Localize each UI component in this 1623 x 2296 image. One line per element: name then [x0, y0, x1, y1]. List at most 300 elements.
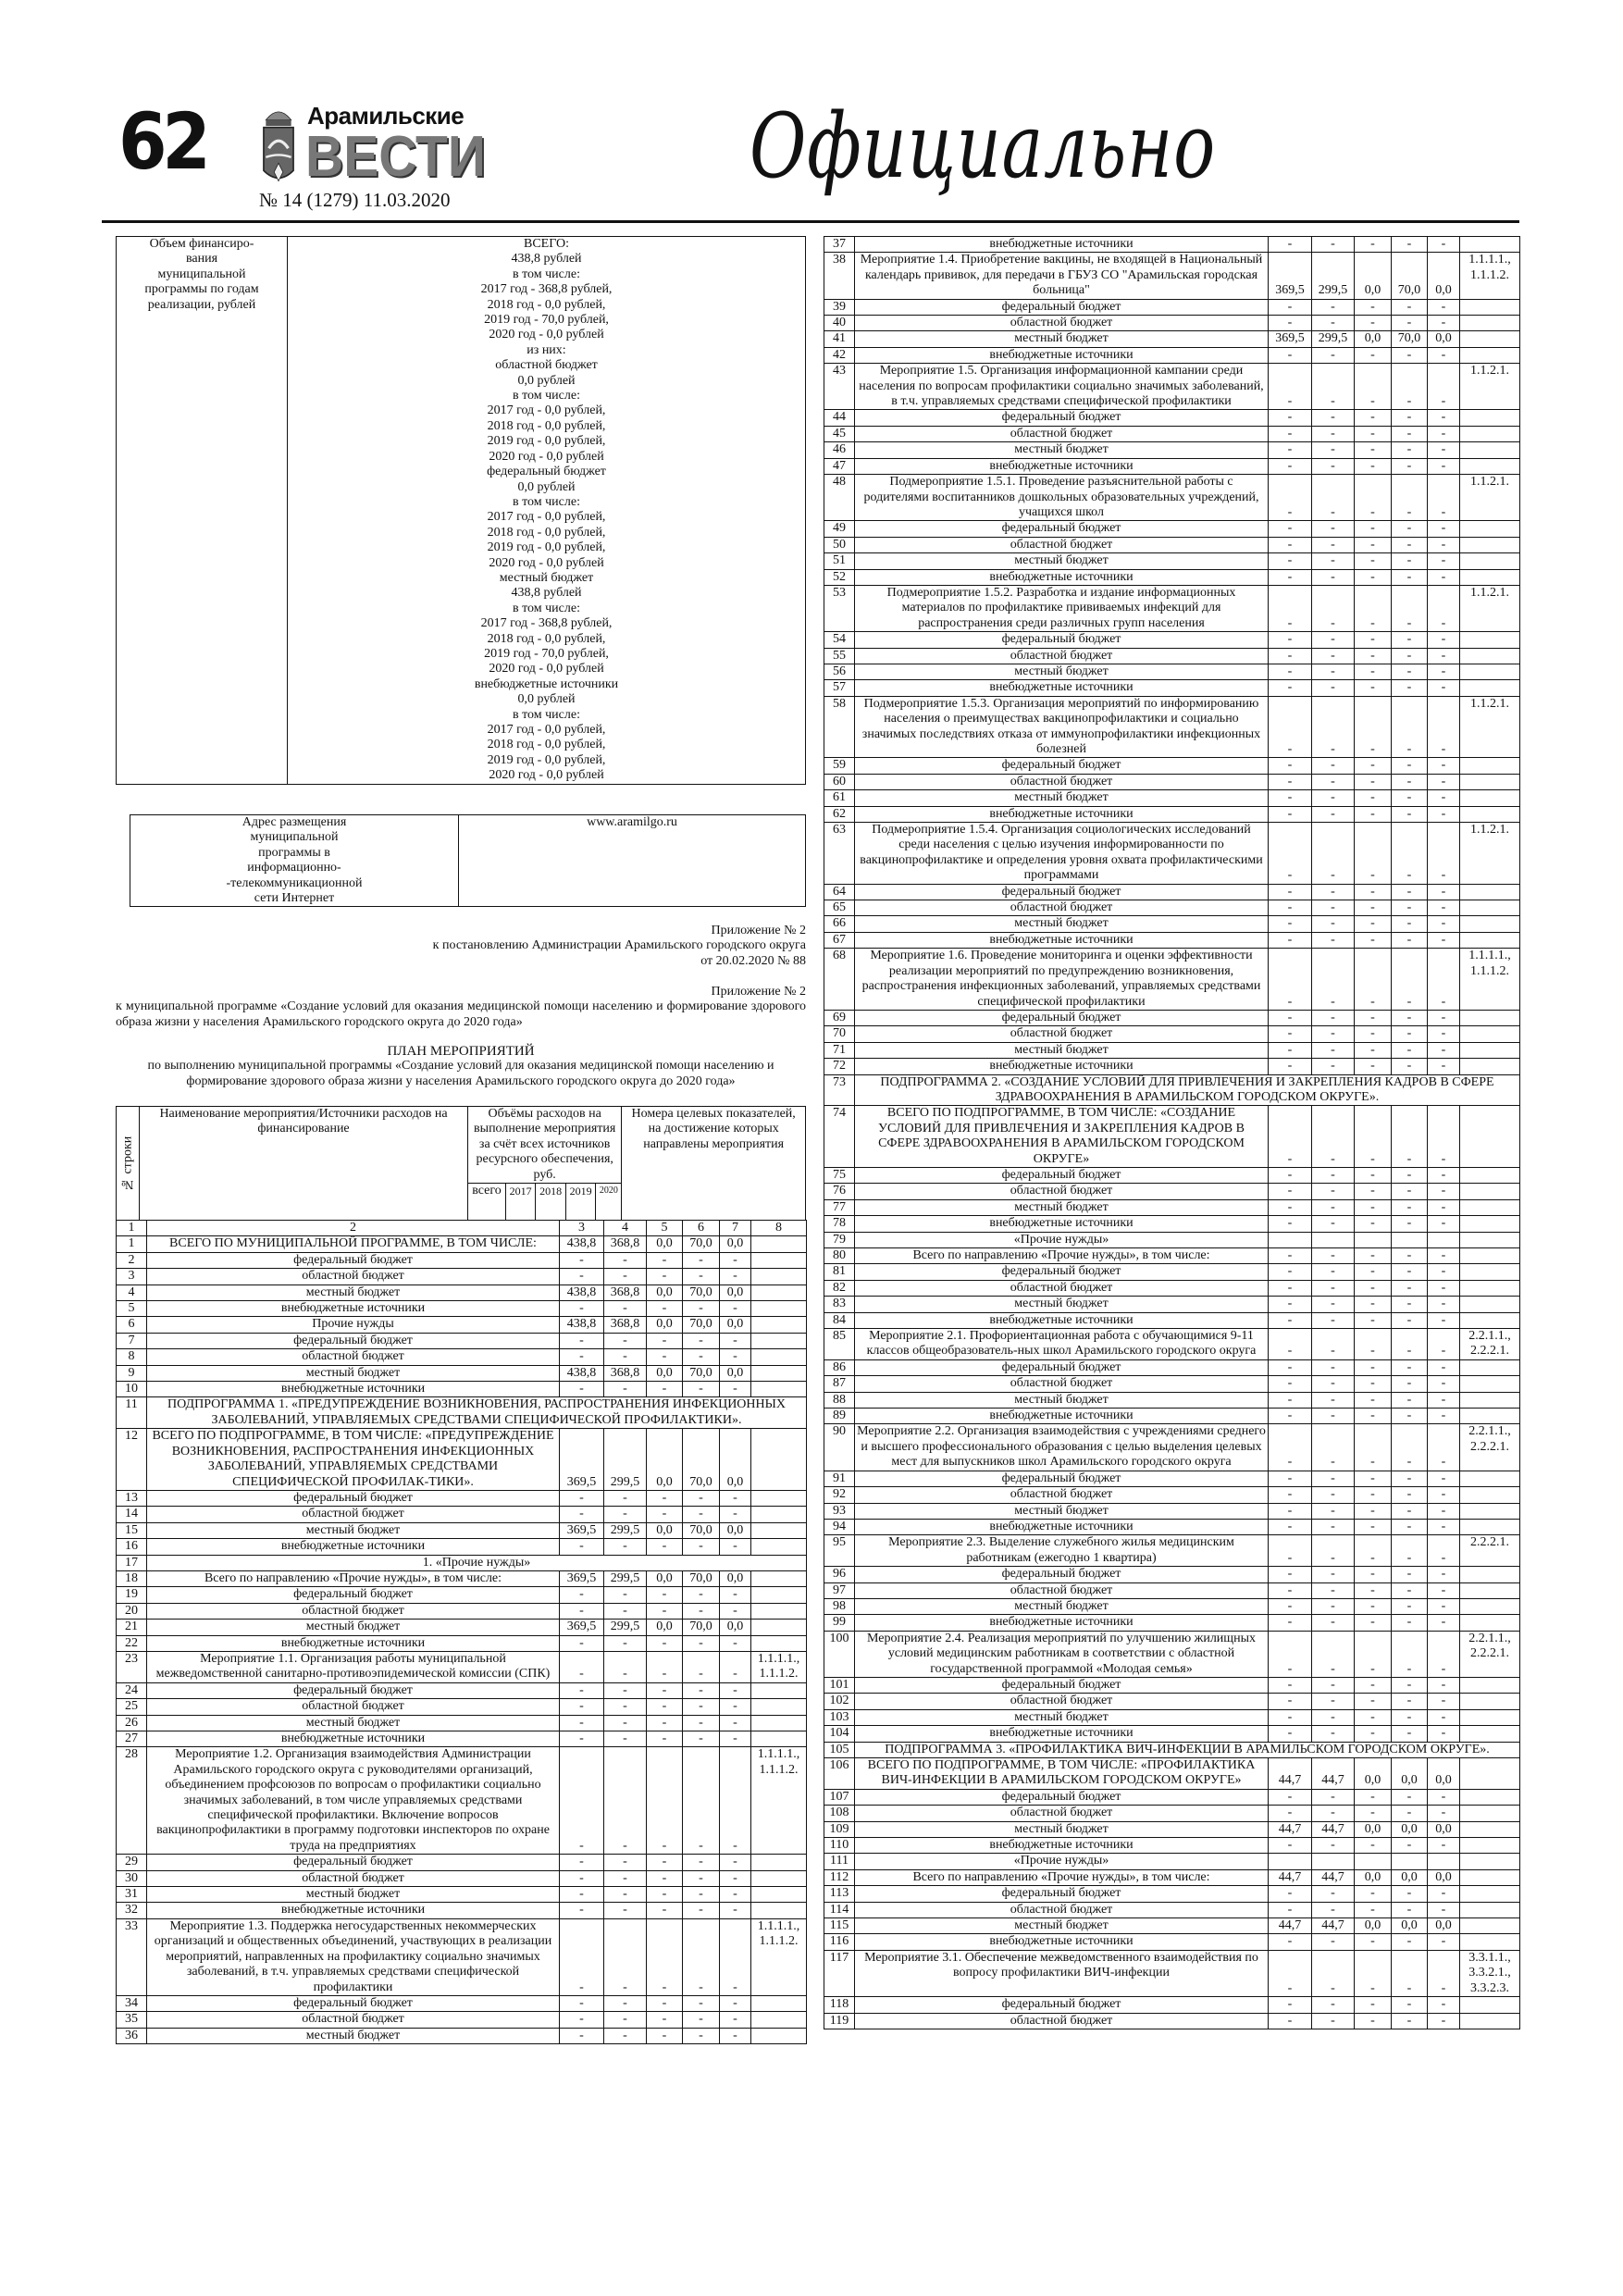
row-name: внебюджетные источники [855, 458, 1269, 474]
row-name: «Прочие нужды» [855, 1232, 1269, 1247]
row-name: федеральный бюджет [855, 1997, 1269, 2013]
row-value: - [1269, 1886, 1312, 1902]
row-value: - [1392, 1409, 1428, 1424]
row-value: - [560, 1870, 604, 1886]
row-number: 96 [824, 1567, 855, 1582]
row-value: - [1355, 537, 1392, 552]
row-value: - [1392, 758, 1428, 774]
row-value: - [1312, 790, 1355, 806]
row-target-indicators [1460, 1042, 1520, 1058]
row-value: 0,0 [1428, 1821, 1460, 1837]
row-number: 35 [117, 2012, 147, 2028]
row-value: 0,0 [647, 1620, 683, 1635]
row-target-indicators [1460, 1677, 1520, 1693]
row-value: - [1428, 1902, 1460, 1917]
table-row [824, 1059, 1520, 1074]
row-value: - [1428, 1359, 1460, 1375]
row-name: местный бюджет [855, 1199, 1269, 1215]
plan-table-right [824, 236, 1520, 2029]
table-row [824, 1232, 1520, 1247]
row-value: - [1392, 1615, 1428, 1631]
row-name: местный бюджет [855, 1042, 1269, 1058]
row-value: - [1428, 299, 1460, 315]
col-header-year: 2017 [505, 1184, 535, 1221]
row-number: 28 [117, 1747, 147, 1855]
financing-table [116, 236, 806, 785]
row-number: 88 [824, 1392, 855, 1408]
row-value: 0,0 [647, 1285, 683, 1300]
row-value: - [1269, 426, 1312, 441]
row-value [1355, 1854, 1392, 1869]
row-value: - [1269, 790, 1312, 806]
row-target-indicators [751, 1699, 807, 1715]
row-value: - [1392, 916, 1428, 932]
row-value: - [1392, 1789, 1428, 1805]
row-value: - [1355, 916, 1392, 932]
row-target-indicators [751, 1269, 807, 1285]
row-value: 299,5 [604, 1522, 647, 1538]
row-value: - [1428, 1487, 1460, 1503]
row-name: федеральный бюджет [855, 299, 1269, 315]
table-row [824, 1248, 1520, 1264]
row-value: 0,0 [647, 1365, 683, 1381]
row-name: внебюджетные источники [855, 569, 1269, 585]
row-name: Мероприятие 1.1. Организация работы муниципальной межведомственной санитарно-противоэпидемической комиссии (СПК) [147, 1651, 560, 1682]
table-row [824, 1424, 1520, 1471]
row-value: - [1312, 1535, 1355, 1567]
row-value: - [1312, 884, 1355, 900]
row-value: - [683, 1587, 720, 1603]
row-value: - [1392, 410, 1428, 426]
row-value: 0,0 [720, 1236, 751, 1252]
row-name: Прочие нужды [147, 1317, 560, 1333]
row-target-indicators [751, 1333, 807, 1348]
col-header-name: Наименование мероприятия/Источники расходов на финансирование [140, 1107, 468, 1221]
row-number: 64 [824, 884, 855, 900]
row-value: - [1428, 458, 1460, 474]
row-value: 70,0 [683, 1429, 720, 1491]
row-value: - [1392, 1312, 1428, 1328]
row-value: - [604, 1651, 647, 1682]
row-value: - [1312, 916, 1355, 932]
row-name: внебюджетные источники [855, 1519, 1269, 1534]
row-value: - [1269, 1789, 1312, 1805]
row-target-indicators [1460, 758, 1520, 774]
row-value: - [1312, 475, 1355, 521]
row-value: - [1392, 1598, 1428, 1614]
row-value: - [1428, 1582, 1460, 1598]
table-row [117, 1301, 807, 1317]
row-target-indicators [751, 1317, 807, 1333]
row-value: 369,5 [1269, 253, 1312, 299]
row-value: 368,8 [604, 1285, 647, 1300]
table-row [824, 253, 1520, 299]
row-value: - [1269, 1424, 1312, 1471]
row-target-indicators [1460, 1519, 1520, 1534]
row-target-indicators [1460, 1216, 1520, 1232]
row-number: 50 [824, 537, 855, 552]
table-row [117, 1429, 807, 1491]
row-value: 0,0 [720, 1285, 751, 1300]
row-value: 0,0 [1355, 253, 1392, 299]
row-value: 369,5 [560, 1429, 604, 1491]
table-row [824, 1167, 1520, 1183]
row-value: - [1392, 442, 1428, 458]
row-value: 0,0 [1355, 1821, 1392, 1837]
coat-of-arms-icon [255, 104, 302, 187]
row-value: - [1312, 664, 1355, 679]
row-value: - [683, 2012, 720, 2028]
row-number: 118 [824, 1997, 855, 2013]
row-name: Подмероприятие 1.5.4. Организация социологических исследований среди населения с целью изучения информированности по вакцинопрофилактике и определения уровня охвата профилактическими программами [855, 823, 1269, 885]
row-value: - [1269, 299, 1312, 315]
row-value: - [1428, 1677, 1460, 1693]
row-value: - [1312, 1042, 1355, 1058]
row-name: ВСЕГО ПО ПОДПРОГРАММЕ, В ТОМ ЧИСЛЕ: «ПРОФИЛАКТИКА ВИЧ-ИНФЕКЦИИ В АРАМИЛЬСКОМ ГОРОДСКОМ ОКРУГЕ» [855, 1758, 1269, 1790]
row-value: - [1392, 364, 1428, 410]
row-value: - [1312, 1631, 1355, 1677]
table-row [117, 1903, 807, 1918]
row-value: - [720, 1301, 751, 1317]
row-value: - [1428, 1199, 1460, 1215]
row-value: - [683, 1870, 720, 1886]
row-value: - [560, 1887, 604, 1903]
row-number: 82 [824, 1280, 855, 1296]
row-target-indicators [1460, 1869, 1520, 1885]
row-value: - [1392, 648, 1428, 664]
row-name: внебюджетные источники [855, 1726, 1269, 1742]
address-value[interactable]: www.aramilgo.ru [459, 815, 806, 907]
row-number: 76 [824, 1184, 855, 1199]
row-value: - [1428, 1010, 1460, 1025]
row-name: Подмероприятие 1.5.2. Разработка и издание информационных материалов по профилактике прививаемых инфекций для распространения среди различных групп населения [855, 585, 1269, 631]
table-row [117, 1490, 807, 1506]
row-value: - [1392, 1677, 1428, 1693]
table-row [117, 2028, 807, 2043]
row-value: - [1428, 1312, 1460, 1328]
row-value: - [647, 1731, 683, 1747]
row-value: - [1392, 1838, 1428, 1854]
row-target-indicators [1460, 790, 1520, 806]
row-number: 24 [117, 1682, 147, 1698]
row-target-indicators [751, 1490, 807, 1506]
row-number: 65 [824, 900, 855, 916]
row-value: - [1392, 1329, 1428, 1360]
row-number: 83 [824, 1297, 855, 1312]
row-value: - [1428, 1392, 1460, 1408]
issue-info: № 14 (1279) 11.03.2020 [259, 189, 451, 211]
row-value: - [1392, 1184, 1428, 1199]
row-number: 46 [824, 442, 855, 458]
row-value: - [1355, 553, 1392, 569]
row-value: 369,5 [560, 1570, 604, 1586]
row-value: - [1392, 316, 1428, 331]
row-number: 19 [117, 1587, 147, 1603]
row-value: - [560, 1269, 604, 1285]
row-value: - [560, 1382, 604, 1397]
row-name: федеральный бюджет [855, 1567, 1269, 1582]
row-value: - [647, 1651, 683, 1682]
row-value: - [1269, 1677, 1312, 1693]
row-value: - [647, 1747, 683, 1855]
row-value [1392, 1232, 1428, 1247]
row-value: - [1355, 1535, 1392, 1567]
row-name: местный бюджет [855, 1392, 1269, 1408]
row-value: - [683, 1855, 720, 1870]
row-value: - [1312, 1615, 1355, 1631]
row-value: - [1269, 806, 1312, 822]
table-row [824, 1950, 1520, 1996]
row-value: - [1428, 1026, 1460, 1042]
row-number: 15 [117, 1522, 147, 1538]
row-value: - [1392, 1694, 1428, 1709]
table-row [117, 1333, 807, 1348]
row-value: - [1312, 1726, 1355, 1742]
row-number: 18 [117, 1570, 147, 1586]
table-row [117, 1317, 807, 1333]
financing-value: ВСЕГО: 438,8 рублей в том числе: 2017 год - 368,8 рублей, 2018 год - 0,0 рублей, 2019 год - 70,0 рублей, 2020 год - 0,0 рублей из них: областной бюджет 0,0 рублей в том числе: 2017 год - 0,0 рублей, 2018 год - 0,0 рублей, 2019 год - 0,0 рублей, 2020 год - 0,0 рублей федеральный бюджет 0,0 рублей в том числе: 2017 год - 0,0 рублей, 2018 год - 0,0 рублей, 2019 год - 0,0 рублей, 2020 год - 0,0 рублей местный бюджет 438,8 рублей в том числе: 2017 год - 368,8 рублей, 2018 год - 0,0 рублей, 2019 год - 70,0 рублей, 2020 год - 0,0 рублей внебюджетные источники 0,0 рублей в том числе: 2017 год - 0,0 рублей, 2018 год - 0,0 рублей, 2019 год - 0,0 рублей, 2020 год - 0,0 рублей [288, 237, 806, 785]
plan-subtitle: по выполнению муниципальной программы «Создание условий для оказания медицинской помощи населению и формирование здорового образа жизни у населения Арамильского городского округа до 2020 года» [147, 1059, 774, 1088]
table-row [117, 1349, 807, 1365]
appendix-line: к постановлению Администрации Арамильского городского округа [432, 938, 806, 953]
row-value: 0,0 [720, 1620, 751, 1635]
row-value: - [1428, 585, 1460, 631]
row-value: - [720, 1333, 751, 1348]
row-value: - [1428, 1598, 1460, 1614]
row-value: - [1428, 758, 1460, 774]
table-row [824, 1409, 1520, 1424]
row-name: внебюджетные источники [855, 1615, 1269, 1631]
row-name: областной бюджет [855, 316, 1269, 331]
table-row [824, 916, 1520, 932]
row-name: местный бюджет [147, 2028, 560, 2043]
row-value: - [1355, 1631, 1392, 1677]
table-row [824, 1026, 1520, 1042]
row-value: - [1269, 2013, 1312, 2029]
row-value: - [720, 2028, 751, 2043]
row-target-indicators [1460, 1694, 1520, 1709]
row-value: - [1269, 916, 1312, 932]
row-value: - [1269, 1329, 1312, 1360]
table-row [824, 1329, 1520, 1360]
row-value: - [1269, 458, 1312, 474]
table-row [824, 1726, 1520, 1742]
row-target-indicators [1460, 553, 1520, 569]
row-value: - [1312, 537, 1355, 552]
row-number: 52 [824, 569, 855, 585]
row-value: - [1355, 1615, 1392, 1631]
row-value: - [604, 2012, 647, 2028]
row-value: - [1312, 1709, 1355, 1725]
row-value: 0,0 [1428, 331, 1460, 347]
row-number: 1 [117, 1236, 147, 1252]
row-value: - [1392, 1582, 1428, 1598]
row-name: областной бюджет [855, 1026, 1269, 1042]
col-header-volumes: Объёмы расходов на выполнение мероприятия за счёт всех источников ресурсного обеспечения, руб. [468, 1107, 622, 1184]
row-value: - [560, 1490, 604, 1506]
row-value: - [604, 1603, 647, 1619]
row-value: - [720, 1855, 751, 1870]
table-row [824, 458, 1520, 474]
table-row [130, 815, 806, 907]
row-target-indicators: 1.1.2.1. [1460, 364, 1520, 410]
table-row [824, 790, 1520, 806]
row-value: - [1312, 347, 1355, 363]
row-value: - [1428, 1264, 1460, 1280]
row-number: 70 [824, 1026, 855, 1042]
row-value: - [1269, 1042, 1312, 1058]
row-name: областной бюджет [147, 1699, 560, 1715]
row-value: - [1312, 806, 1355, 822]
row-name: областной бюджет [855, 537, 1269, 552]
row-value: - [1392, 884, 1428, 900]
row-value: - [1428, 648, 1460, 664]
row-value: - [1269, 1997, 1312, 2013]
row-number: 23 [117, 1651, 147, 1682]
row-target-indicators: 1.1.1.1., 1.1.1.2. [751, 1918, 807, 1995]
row-target-indicators [1460, 316, 1520, 331]
row-value: - [1312, 1934, 1355, 1950]
row-target-indicators: 1.1.1.1., 1.1.1.2. [1460, 253, 1520, 299]
row-value: - [1269, 553, 1312, 569]
row-number: 72 [824, 1059, 855, 1074]
row-value: - [1269, 475, 1312, 521]
row-value: 299,5 [1312, 253, 1355, 299]
row-value: - [720, 1349, 751, 1365]
table-row [824, 1074, 1520, 1106]
row-value: - [1269, 237, 1312, 253]
row-value: - [1428, 1280, 1460, 1296]
table-row [824, 1677, 1520, 1693]
row-name: местный бюджет [147, 1715, 560, 1731]
row-number: 117 [824, 1950, 855, 1996]
row-number: 66 [824, 916, 855, 932]
row-target-indicators [1460, 664, 1520, 679]
row-number: 37 [824, 237, 855, 253]
row-value: - [1269, 696, 1312, 758]
row-value: - [1312, 680, 1355, 696]
row-value: 368,8 [604, 1236, 647, 1252]
row-target-indicators [1460, 299, 1520, 315]
row-value: - [604, 1995, 647, 2011]
row-value: - [683, 1903, 720, 1918]
row-target-indicators: 2.2.1.1., 2.2.2.1. [1460, 1631, 1520, 1677]
row-value: - [1428, 1694, 1460, 1709]
column-number: 4 [604, 1221, 647, 1236]
table-row [824, 1838, 1520, 1854]
row-name: Всего по направлению «Прочие нужды», в том числе: [855, 1248, 1269, 1264]
row-value: - [683, 1995, 720, 2011]
table-row [824, 299, 1520, 315]
row-target-indicators [1460, 1297, 1520, 1312]
row-name: внебюджетные источники [855, 1216, 1269, 1232]
row-target-indicators: 1.1.2.1. [1460, 823, 1520, 885]
row-target-indicators [1460, 806, 1520, 822]
row-target-indicators [751, 1382, 807, 1397]
row-number: 69 [824, 1010, 855, 1025]
row-value: - [1269, 758, 1312, 774]
row-target-indicators [1460, 1918, 1520, 1934]
row-name: местный бюджет [855, 1297, 1269, 1312]
row-number: 40 [824, 316, 855, 331]
row-number: 49 [824, 521, 855, 537]
row-value: - [720, 1731, 751, 1747]
row-value: - [1392, 1042, 1428, 1058]
appendix-title: Приложение № 2 [711, 985, 806, 999]
row-value: - [1428, 1567, 1460, 1582]
row-target-indicators [751, 1887, 807, 1903]
row-target-indicators [751, 1301, 807, 1317]
row-value: - [604, 2028, 647, 2043]
row-value: - [1269, 1503, 1312, 1519]
row-value: - [683, 1731, 720, 1747]
row-target-indicators [1460, 1312, 1520, 1328]
row-target-indicators [751, 1682, 807, 1698]
row-value: - [560, 2012, 604, 2028]
row-value: - [647, 1269, 683, 1285]
row-value: - [604, 1490, 647, 1506]
row-value: - [1269, 1199, 1312, 1215]
row-value: - [1428, 1106, 1460, 1168]
table-row [824, 1869, 1520, 1885]
row-value: - [1355, 1950, 1392, 1996]
row-value: - [1428, 537, 1460, 552]
row-target-indicators [1460, 1758, 1520, 1790]
row-value: - [1269, 1582, 1312, 1598]
row-value: - [720, 1747, 751, 1855]
row-target-indicators [1460, 774, 1520, 789]
row-value: - [1312, 553, 1355, 569]
row-target-indicators [751, 1252, 807, 1268]
row-value: - [1355, 1487, 1392, 1503]
row-value: - [1428, 316, 1460, 331]
table-row [824, 1471, 1520, 1486]
row-value: - [1392, 347, 1428, 363]
row-value: 44,7 [1269, 1918, 1312, 1934]
table-row [824, 1376, 1520, 1392]
row-name: местный бюджет [855, 1598, 1269, 1614]
row-value: - [1269, 1487, 1312, 1503]
table-row [824, 569, 1520, 585]
row-target-indicators [751, 1715, 807, 1731]
row-target-indicators [1460, 1010, 1520, 1025]
column-number: 1 [117, 1221, 147, 1236]
row-number: 21 [117, 1620, 147, 1635]
row-value: 70,0 [683, 1570, 720, 1586]
row-value: - [1355, 1519, 1392, 1534]
table-row [117, 1236, 807, 1252]
row-value: - [1312, 1950, 1355, 1996]
row-value: - [1392, 1280, 1428, 1296]
row-value: 299,5 [1312, 331, 1355, 347]
row-number: 107 [824, 1789, 855, 1805]
table-row [824, 884, 1520, 900]
col-header-year: 2020 [596, 1184, 622, 1221]
row-value: - [683, 1747, 720, 1855]
row-number: 77 [824, 1199, 855, 1215]
appendix-decree [116, 924, 806, 969]
row-target-indicators: 2.2.2.1. [1460, 1535, 1520, 1567]
row-name: внебюджетные источники [147, 1301, 560, 1317]
row-value: - [683, 1349, 720, 1365]
row-number: 75 [824, 1167, 855, 1183]
row-value: - [1355, 1424, 1392, 1471]
row-value: - [604, 1382, 647, 1397]
row-target-indicators [1460, 458, 1520, 474]
row-value: - [1392, 458, 1428, 474]
row-value: - [1312, 442, 1355, 458]
row-target-indicators [1460, 900, 1520, 916]
